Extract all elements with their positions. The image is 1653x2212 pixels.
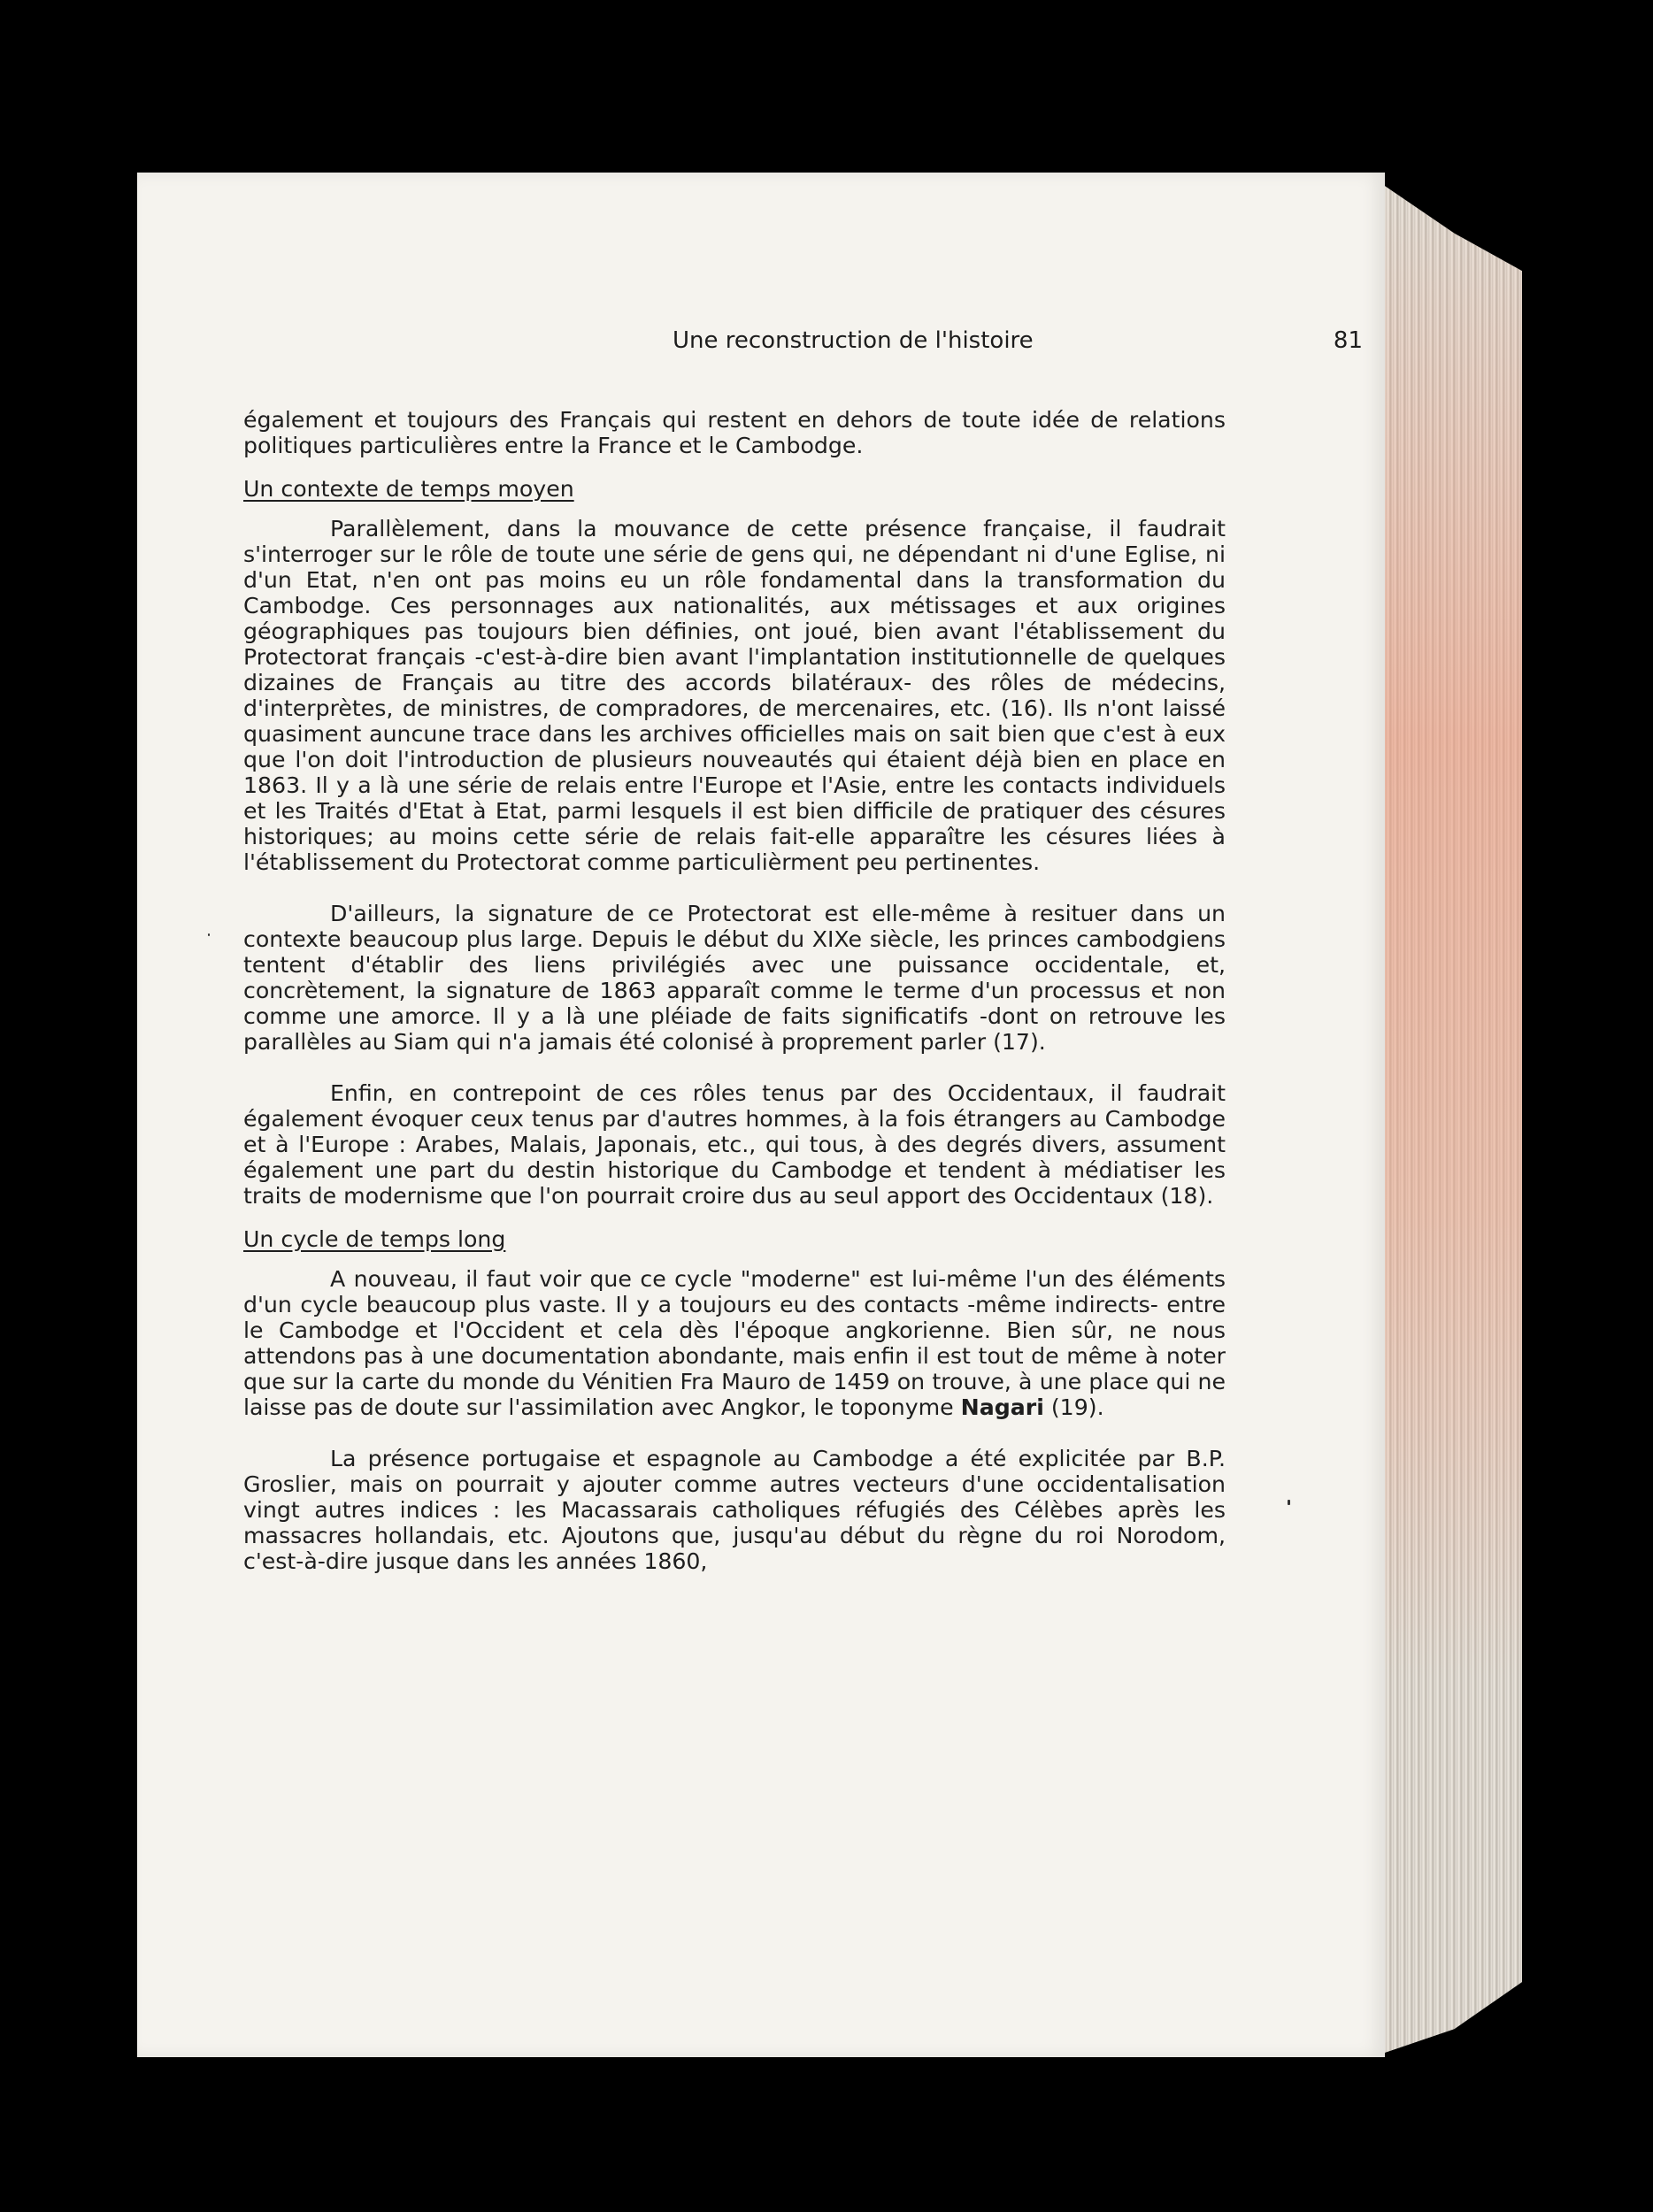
page-speck [1288,1500,1290,1505]
section-heading-temps-long [243,1226,1226,1252]
paragraph-parallelement: Parallèlement, dans la mouvance de cette présence française, il faudrait s'interroger sur le rôle de toute une série de gens qui, ne dépendant ni d'une Eglise, ni d'un Etat, n'en ont pas moins eu un rôle fondamental dans la transformation du Cambodge. Ces personnages aux nationalités, aux métissages et aux origines géographiques pas toujours bien définies, ont joué, bien avant l'établissement du Protectorat français -c'est-à-dire bien avant l'implantation institutionnelle de quelques dizaines de Français au titre des accords bilatéraux- des rôles de médecins, d'interprètes, de ministres, de compradores, de mercenaires, etc. (16). Ils n'ont laissé quasiment auncune trace dans les archives officielles mais on sait bien que c'est à eux que l'on doit l'introduction de plusieurs nouveautés qui étaient déjà bien en place en 1863. Il y a là une série de relais entre l'Europe et l'Asie, entre les contacts individuels et les Traités d'Etat à Etat, parmi lesquels il est bien difficile de pratiquer des césures historiques; au moins cette série de relais fait-elle apparaître les césures liées à l'établissement du Protectorat comme particulièrment peu pertinentes. [243,516,1226,875]
book-edge-tint [1372,177,1522,2057]
section-heading-temps-moyen [243,476,1226,502]
paragraph-enfin: Enfin, en contrepoint de ces rôles tenus par des Occidentaux, il faudrait également évoquer ceux tenus par d'autres hommes, à la fois étrangers au Cambodge et à l'Europe : Arabes, Malais, Japonais, etc., qui tous, à des degrés divers, assument également une part du destin historique du Cambodge et tendent à médiatiser les traits de modernisme que l'on pourrait croire dus au seul apport des Occidentaux (18). [243,1080,1226,1209]
running-head-title: Une reconstruction de l'histoire [673,327,1034,354]
footnote-ref-19: (19). [1050,1394,1104,1420]
section-heading-temps-long-text: Un cycle de temps long [243,1226,506,1252]
section-heading-temps-moyen-text: Un contexte de temps moyen [243,476,574,502]
running-head [540,327,1363,363]
toponym-nagari: Nagari [960,1394,1044,1420]
paragraph-a-nouveau [243,1266,1226,1420]
paragraph-presence-portugaise: La présence portugaise et espagnole au Cambodge a été explicitée par B.P. Groslier, mais on pourrait y ajouter comme autres vecteurs d'une occidentalisation vingt autres indices : les Macassarais catholiques réfugiés des Célèbes après les massacres hollandais, etc. Ajoutons que, jusqu'au début du règne du roi Norodom, c'est-à-dire jusque dans les années 1860, [243,1446,1226,1574]
body-text [243,407,1226,1574]
book-page [137,173,1385,2057]
paragraph-continued: également et toujours des Français qui restent en dehors de toute idée de relations politiques particulières entre la France et le Cambodge. [243,407,1226,458]
paragraph-a-nouveau-text: A nouveau, il faut voir que ce cycle "moderne" est lui-même l'un des éléments d'un cycle beaucoup plus vaste. Il y a toujours eu des contacts -même indirects- entre le Cambodge et l'Occident et cela dès l'époque angkorienne. Bien sûr, ne nous attendons pas à une documentation abondante, mais enfin il est tout de même à noter que sur la carte du monde du Vénitien Fra Mauro de 1459 on trouve, à une place qui ne laisse pas de doute sur l'assimilation avec Angkor, le toponyme [243,1266,1226,1420]
page-number: 81 [1333,327,1363,354]
page-speck [208,933,210,936]
paragraph-dailleurs: D'ailleurs, la signature de ce Protectorat est elle-même à resituer dans un contexte beaucoup plus large. Depuis le début du XIXe siècle, les princes cambodgiens tentent d'établir des liens privilégiés avec une puissance occidentale, et, concrètement, la signature de 1863 apparaît comme le terme d'un processus et non comme une amorce. Il y a là une pléiade de faits significatifs -dont on retrouve les parallèles au Siam qui n'a jamais été colonisé à proprement parler (17). [243,901,1226,1055]
